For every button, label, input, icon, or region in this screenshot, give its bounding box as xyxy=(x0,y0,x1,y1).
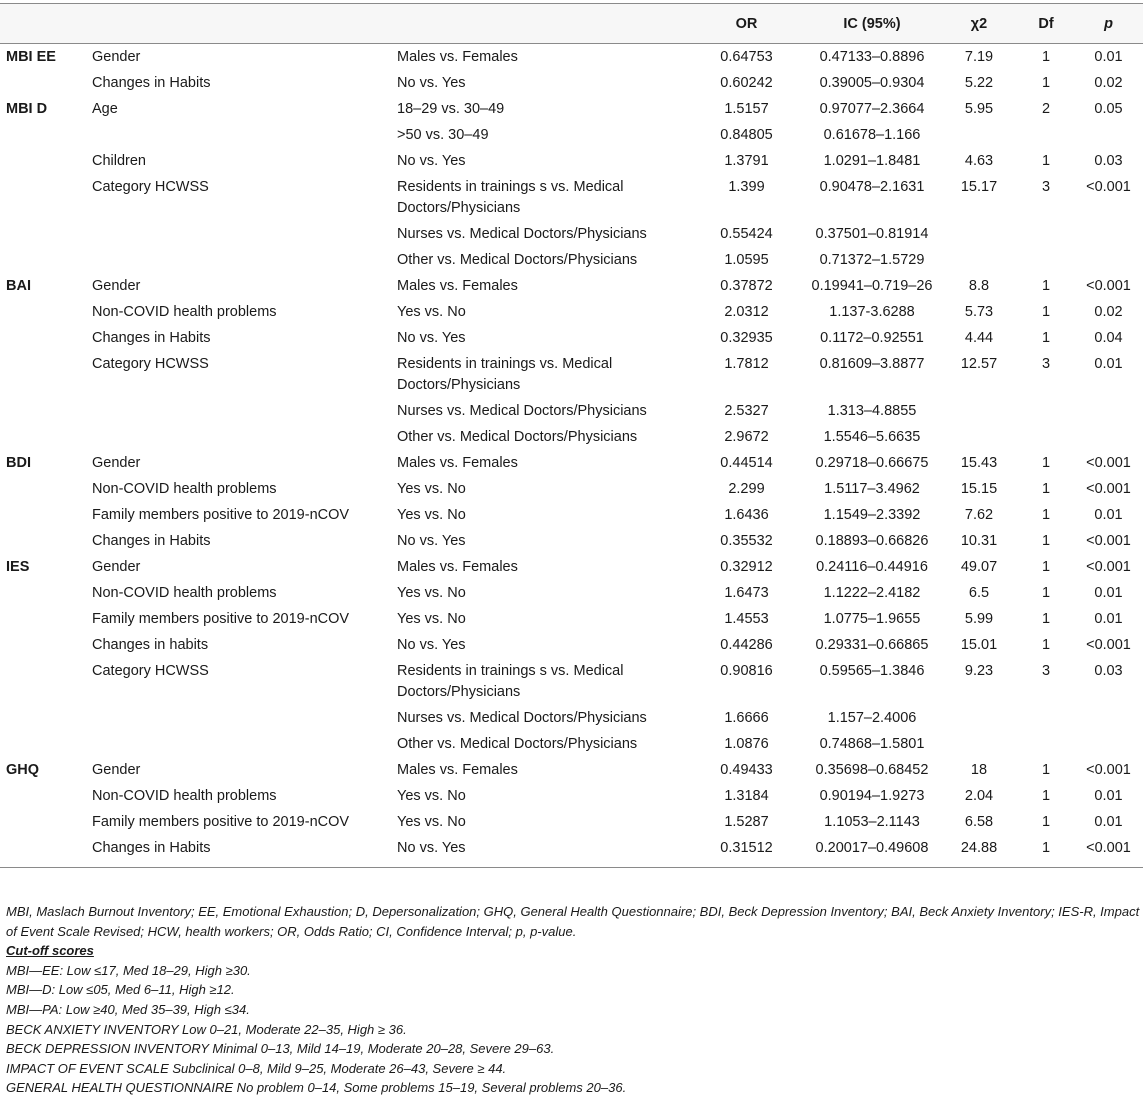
cell-ic: 0.1172–0.92551 xyxy=(820,330,924,346)
cell-variable xyxy=(92,425,397,451)
cell-scale xyxy=(0,123,92,149)
cell-or: 0.32935 xyxy=(720,330,773,346)
cell-p: 0.01 xyxy=(1094,814,1123,830)
header-or: OR xyxy=(689,4,804,44)
cell-chi2: 7.62 xyxy=(964,507,994,523)
table-row xyxy=(0,784,1143,810)
cell-scale xyxy=(0,633,92,659)
table-row xyxy=(0,607,1143,633)
cell-ic: 0.35698–0.68452 xyxy=(815,762,929,778)
table-row xyxy=(0,71,1143,97)
cell-comparison: Residents in trainings s vs. Medical Doctors/Physicians xyxy=(397,663,624,700)
table-row xyxy=(0,248,1143,274)
cell-chi2 xyxy=(940,123,1018,149)
cell-p: 0.01 xyxy=(1094,49,1123,65)
cell-chi2: 7.19 xyxy=(964,49,994,65)
cell-scale xyxy=(0,71,92,97)
cell-chi2: 8.8 xyxy=(968,278,990,294)
cell-scale xyxy=(0,352,92,399)
cell-or: 1.6473 xyxy=(724,585,769,601)
cell-scale xyxy=(0,529,92,555)
table-row xyxy=(0,149,1143,175)
cell-comparison: Other vs. Medical Doctors/Physicians xyxy=(397,736,638,752)
cell-chi2: 2.04 xyxy=(964,788,994,804)
cell-df xyxy=(1018,222,1074,248)
table-row xyxy=(0,44,1143,71)
cutoff-line: IMPACT OF EVENT SCALE Subclinical 0–8, Mild 9–25, Moderate 26–43, Severe ≥ 44. xyxy=(6,1060,507,1076)
cell-df: 1 xyxy=(1041,330,1051,346)
header-scale xyxy=(0,4,92,44)
cell-df: 1 xyxy=(1041,762,1051,778)
cell-scale: MBI D xyxy=(6,101,48,117)
cell-p: <0.001 xyxy=(1074,836,1143,868)
cell-variable: Non-COVID health problems xyxy=(92,304,277,320)
cell-p xyxy=(1074,248,1143,274)
cell-variable: Category HCWSS xyxy=(92,663,209,679)
cell-ic: 0.29331–0.66865 xyxy=(815,637,929,653)
cell-comparison: No vs. Yes xyxy=(397,836,689,868)
cell-ic: 1.0775–1.9655 xyxy=(823,611,921,627)
cell-ic: 0.24116–0.44916 xyxy=(816,559,928,575)
cell-chi2: 12.57 xyxy=(960,356,998,372)
cell-ic: 1.313–4.8855 xyxy=(827,403,917,419)
cell-variable: Age xyxy=(92,101,118,117)
cell-chi2: 24.88 xyxy=(940,836,1018,868)
cell-comparison: Residents in trainings s vs. Medical Doctors/Physicians xyxy=(397,179,624,216)
table-row xyxy=(0,352,1143,399)
cutoff-line: BECK DEPRESSION INVENTORY Minimal 0–13, Mild 14–19, Moderate 20–28, Severe 29–63. xyxy=(6,1041,555,1057)
cell-p xyxy=(1074,706,1143,732)
cell-p: 0.02 xyxy=(1094,304,1123,320)
cell-comparison: Yes vs. No xyxy=(397,788,466,804)
cell-df: 3 xyxy=(1041,663,1051,679)
cell-df xyxy=(1018,399,1074,425)
cell-variable xyxy=(92,706,397,732)
cell-scale: MBI EE xyxy=(6,49,56,65)
cell-comparison: Other vs. Medical Doctors/Physicians xyxy=(397,429,638,445)
cell-variable: Family members positive to 2019-nCOV xyxy=(92,814,350,830)
cell-comparison: Males vs. Females xyxy=(397,278,518,294)
cell-comparison: Yes vs. No xyxy=(397,814,466,830)
cell-df xyxy=(1018,248,1074,274)
cell-chi2 xyxy=(940,706,1018,732)
cutoff-line: BECK ANXIETY INVENTORY Low 0–21, Moderate 22–35, High ≥ 36. xyxy=(6,1021,407,1037)
cell-chi2: 6.58 xyxy=(964,814,994,830)
cell-p: 0.02 xyxy=(1094,75,1123,91)
cell-or: 1.5157 xyxy=(724,101,769,117)
cell-variable xyxy=(92,732,397,758)
cell-variable xyxy=(92,222,397,248)
cell-df: 1 xyxy=(1041,585,1051,601)
cell-chi2: 15.17 xyxy=(960,179,998,195)
cell-comparison: Nurses vs. Medical Doctors/Physicians xyxy=(397,403,647,419)
cell-ic: 0.97077–2.3664 xyxy=(819,101,925,117)
table-row xyxy=(0,659,1143,706)
cell-comparison: Yes vs. No xyxy=(397,481,466,497)
cell-df: 1 xyxy=(1041,481,1051,497)
cell-df xyxy=(1018,706,1074,732)
table-header xyxy=(0,4,1143,44)
cell-variable: Non-COVID health problems xyxy=(92,585,277,601)
cell-df: 1 xyxy=(1041,278,1051,294)
cell-variable: Category HCWSS xyxy=(92,356,209,372)
cell-or: 2.5327 xyxy=(724,403,769,419)
cell-or: 1.3184 xyxy=(724,788,769,804)
cell-comparison: Yes vs. No xyxy=(397,611,466,627)
cell-scale xyxy=(0,503,92,529)
cell-p: <0.001 xyxy=(1086,559,1131,575)
cell-p: 0.03 xyxy=(1094,153,1123,169)
cell-comparison: No vs. Yes xyxy=(397,330,466,346)
cell-or: 0.49433 xyxy=(720,762,773,778)
cell-ic: 0.37501–0.81914 xyxy=(815,226,929,242)
cell-chi2: 9.23 xyxy=(964,663,994,679)
cell-scale xyxy=(0,810,92,836)
table-row xyxy=(0,836,1143,868)
cutoff-line: MBI—EE: Low ≤17, Med 18–29, High ≥30. xyxy=(6,962,251,978)
cell-or: 0.35532 xyxy=(720,533,773,549)
cell-comparison: Other vs. Medical Doctors/Physicians xyxy=(397,252,638,268)
cell-p: 0.01 xyxy=(1094,611,1123,627)
cell-comparison: No vs. Yes xyxy=(397,533,466,549)
table-row xyxy=(0,326,1143,352)
table-row xyxy=(0,810,1143,836)
cell-ic: 0.90194–1.9273 xyxy=(819,788,925,804)
cutoff-line: MBI—PA: Low ≥40, Med 35–39, High ≤34. xyxy=(6,1001,250,1017)
cell-chi2: 4.63 xyxy=(964,153,994,169)
cell-or: 2.299 xyxy=(728,481,765,497)
cell-or: 1.6666 xyxy=(724,710,769,726)
cell-variable: Family members positive to 2019-nCOV xyxy=(92,611,350,627)
cell-df: 1 xyxy=(1041,455,1051,471)
cell-scale: GHQ xyxy=(6,762,40,778)
cell-df: 1 xyxy=(1041,637,1051,653)
cell-chi2: 15.01 xyxy=(960,637,998,653)
cell-or: 1.3791 xyxy=(724,153,769,169)
cell-comparison: No vs. Yes xyxy=(397,637,466,653)
table-row xyxy=(0,123,1143,149)
cell-variable: Changes in Habits xyxy=(92,533,211,549)
table-row xyxy=(0,222,1143,248)
cell-variable: Gender xyxy=(92,559,141,575)
table-row xyxy=(0,399,1143,425)
table-row xyxy=(0,503,1143,529)
header-variable xyxy=(92,4,397,44)
cell-df: 3 xyxy=(1041,356,1051,372)
cell-variable: Non-COVID health problems xyxy=(92,788,277,804)
cell-comparison: Yes vs. No xyxy=(397,585,466,601)
cell-ic: 0.81609–3.8877 xyxy=(819,356,925,372)
cell-ic: 0.71372–1.5729 xyxy=(819,252,925,268)
cell-scale: BDI xyxy=(6,455,31,471)
cell-df xyxy=(1018,425,1074,451)
cell-scale xyxy=(0,581,92,607)
cell-scale xyxy=(0,659,92,706)
cell-ic: 1.1222–2.4182 xyxy=(823,585,921,601)
cell-df: 1 xyxy=(1018,836,1074,868)
cell-df xyxy=(1018,732,1074,758)
cell-or: 1.4553 xyxy=(724,611,769,627)
cell-p: 0.04 xyxy=(1094,330,1123,346)
cell-comparison: >50 vs. 30–49 xyxy=(397,127,489,143)
cell-variable: Changes in habits xyxy=(92,637,209,653)
cell-chi2 xyxy=(940,732,1018,758)
cell-or: 1.0595 xyxy=(724,252,769,268)
cell-ic: 0.47133–0.8896 xyxy=(819,49,925,65)
cell-ic: 1.1549–2.3392 xyxy=(823,507,921,523)
cell-variable: Changes in Habits xyxy=(92,75,211,91)
cell-chi2: 10.31 xyxy=(960,533,998,549)
cell-ic: 1.157–2.4006 xyxy=(827,710,917,726)
cell-chi2 xyxy=(940,399,1018,425)
cell-scale xyxy=(0,706,92,732)
cell-or: 0.32912 xyxy=(720,559,773,575)
cell-df: 1 xyxy=(1041,304,1051,320)
cell-or: 0.31512 xyxy=(689,836,804,868)
cell-df: 1 xyxy=(1041,788,1051,804)
cutoff-title: Cut-off scores xyxy=(6,943,94,959)
table-row xyxy=(0,732,1143,758)
cell-p: <0.001 xyxy=(1086,637,1131,653)
table-row xyxy=(0,529,1143,555)
cell-scale xyxy=(0,399,92,425)
cell-p xyxy=(1074,732,1143,758)
cell-variable: Changes in Habits xyxy=(92,836,397,868)
cell-variable: Changes in Habits xyxy=(92,330,211,346)
cell-variable xyxy=(92,123,397,149)
cell-variable: Children xyxy=(92,153,146,169)
header-comparison xyxy=(397,4,689,44)
cell-scale xyxy=(0,222,92,248)
cell-or: 1.6436 xyxy=(724,507,769,523)
cell-p xyxy=(1074,399,1143,425)
cell-comparison: Nurses vs. Medical Doctors/Physicians xyxy=(397,226,647,242)
table-row xyxy=(0,451,1143,477)
cell-comparison: Males vs. Females xyxy=(397,455,518,471)
cell-chi2: 15.43 xyxy=(960,455,998,471)
cell-comparison: Yes vs. No xyxy=(397,304,466,320)
results-table xyxy=(0,3,1143,868)
cell-or: 0.44514 xyxy=(720,455,773,471)
cell-df: 1 xyxy=(1041,75,1051,91)
table-row xyxy=(0,175,1143,222)
cell-chi2: 5.22 xyxy=(964,75,994,91)
cell-or: 0.37872 xyxy=(720,278,773,294)
cell-ic: 1.5117–3.4962 xyxy=(824,481,920,497)
cell-chi2: 15.15 xyxy=(960,481,998,497)
cell-comparison: Nurses vs. Medical Doctors/Physicians xyxy=(397,710,647,726)
cell-variable: Gender xyxy=(92,49,141,65)
table-body xyxy=(0,44,1143,868)
cell-comparison: No vs. Yes xyxy=(397,75,466,91)
cell-scale xyxy=(0,732,92,758)
table-notes xyxy=(6,902,1141,1098)
cell-p: <0.001 xyxy=(1086,533,1131,549)
cell-chi2: 5.99 xyxy=(964,611,994,627)
cell-ic: 1.5546–5.6635 xyxy=(823,429,921,445)
table-row xyxy=(0,555,1143,581)
cell-chi2 xyxy=(940,425,1018,451)
cell-scale xyxy=(0,477,92,503)
cell-p: <0.001 xyxy=(1086,455,1131,471)
cell-scale xyxy=(0,425,92,451)
cell-p: 0.01 xyxy=(1094,356,1123,372)
cell-comparison: 18–29 vs. 30–49 xyxy=(397,101,505,117)
cell-or: 1.5287 xyxy=(724,814,769,830)
cell-ic: 1.0291–1.8481 xyxy=(823,153,921,169)
cell-df: 1 xyxy=(1041,814,1051,830)
cell-df: 1 xyxy=(1041,559,1051,575)
cell-scale xyxy=(0,248,92,274)
cell-chi2: 49.07 xyxy=(960,559,998,575)
cell-df: 1 xyxy=(1041,49,1051,65)
cell-or: 2.0312 xyxy=(724,304,769,320)
cell-scale xyxy=(0,836,92,868)
cell-chi2: 4.44 xyxy=(964,330,994,346)
cell-scale xyxy=(0,784,92,810)
cell-comparison: Yes vs. No xyxy=(397,507,466,523)
cell-or: 0.90816 xyxy=(720,663,773,679)
cell-or: 0.60242 xyxy=(720,75,773,91)
cell-comparison: No vs. Yes xyxy=(397,153,466,169)
cell-p: <0.001 xyxy=(1086,179,1131,195)
cell-ic: 0.20017–0.49608 xyxy=(804,836,940,868)
header-p: p xyxy=(1074,4,1143,44)
cell-df: 3 xyxy=(1041,179,1051,195)
abbreviations-note: MBI, Maslach Burnout Inventory; EE, Emotional Exhaustion; D, Depersonalization; GHQ, General Health Questionnaire; BDI, Beck Depression Inventory; BAI, Beck Anxiety Inventory; IES-R, Impact of Event Scale Revised; HCW, health workers; OR, Odds Ratio; CI, Confidence Interval; p, p-value. xyxy=(6,904,1140,939)
cell-scale xyxy=(0,149,92,175)
cell-comparison: Residents in trainings vs. Medical Doctors/Physicians xyxy=(397,356,613,393)
cell-scale xyxy=(0,326,92,352)
cell-df: 1 xyxy=(1041,611,1051,627)
cell-variable: Non-COVID health problems xyxy=(92,481,277,497)
cell-ic: 0.74868–1.5801 xyxy=(819,736,925,752)
cell-p: 0.01 xyxy=(1094,507,1123,523)
table-row xyxy=(0,274,1143,300)
table-row xyxy=(0,425,1143,451)
cell-variable xyxy=(92,248,397,274)
cell-df: 1 xyxy=(1041,153,1051,169)
cell-p xyxy=(1074,425,1143,451)
table-row xyxy=(0,97,1143,123)
cell-variable: Family members positive to 2019-nCOV xyxy=(92,507,350,523)
cell-p: 0.01 xyxy=(1094,585,1123,601)
table-row xyxy=(0,477,1143,503)
cell-chi2: 5.95 xyxy=(964,101,994,117)
header-chi2: χ2 xyxy=(940,4,1018,44)
table-row xyxy=(0,300,1143,326)
cell-ic: 0.90478–2.1631 xyxy=(819,179,925,195)
header-df: Df xyxy=(1018,4,1074,44)
cell-or: 1.7812 xyxy=(724,356,769,372)
cell-or: 0.64753 xyxy=(720,49,773,65)
cell-scale xyxy=(0,175,92,222)
table-row xyxy=(0,633,1143,659)
cell-p xyxy=(1074,123,1143,149)
table-row xyxy=(0,581,1143,607)
cell-variable: Gender xyxy=(92,762,141,778)
cell-or: 1.399 xyxy=(728,179,765,195)
cell-scale: BAI xyxy=(6,278,31,294)
cell-ic: 1.1053–2.1143 xyxy=(824,814,920,830)
cell-p: <0.001 xyxy=(1086,762,1131,778)
cell-variable: Gender xyxy=(92,278,141,294)
table-row xyxy=(0,758,1143,784)
cell-scale xyxy=(0,300,92,326)
cell-comparison: Males vs. Females xyxy=(397,49,518,65)
cell-or: 2.9672 xyxy=(724,429,769,445)
cell-df: 2 xyxy=(1041,101,1051,117)
cell-or: 0.44286 xyxy=(720,637,773,653)
cutoff-line: MBI—D: Low ≤05, Med 6–11, High ≥12. xyxy=(6,982,235,998)
cell-p: <0.001 xyxy=(1086,278,1131,294)
header-ic: IC (95%) xyxy=(804,4,940,44)
cell-chi2: 18 xyxy=(970,762,988,778)
cell-ic: 1.137-3.6288 xyxy=(829,304,915,320)
cell-chi2: 5.73 xyxy=(964,304,994,320)
cell-comparison: Males vs. Females xyxy=(397,559,518,575)
cell-chi2: 6.5 xyxy=(968,585,990,601)
cell-or: 1.0876 xyxy=(724,736,769,752)
cell-p: 0.03 xyxy=(1094,663,1123,679)
cell-df: 1 xyxy=(1041,533,1051,549)
cell-variable xyxy=(92,399,397,425)
cell-scale xyxy=(0,607,92,633)
cell-scale: IES xyxy=(6,559,30,575)
cutoff-line: GENERAL HEALTH QUESTIONNAIRE No problem 0–14, Some problems 15–19, Several problems 20–36. xyxy=(6,1080,627,1096)
cell-p: 0.05 xyxy=(1094,101,1123,117)
cell-ic: 0.39005–0.9304 xyxy=(819,75,925,91)
cell-p: <0.001 xyxy=(1086,481,1131,497)
table-row xyxy=(0,706,1143,732)
cell-chi2 xyxy=(940,222,1018,248)
cell-ic: 0.29718–0.66675 xyxy=(815,455,929,471)
cell-df: 1 xyxy=(1041,507,1051,523)
cell-or: 0.55424 xyxy=(720,226,773,242)
cell-ic: 0.61678–1.166 xyxy=(823,127,921,143)
cell-or: 0.84805 xyxy=(720,127,773,143)
cell-p: 0.01 xyxy=(1094,788,1123,804)
cell-df xyxy=(1018,123,1074,149)
cell-ic: 0.19941–0.719–26 xyxy=(811,278,933,294)
cell-p xyxy=(1074,222,1143,248)
cell-chi2 xyxy=(940,248,1018,274)
cell-variable: Category HCWSS xyxy=(92,179,209,195)
cell-variable: Gender xyxy=(92,455,141,471)
cell-ic: 0.59565–1.3846 xyxy=(819,663,925,679)
cell-comparison: Males vs. Females xyxy=(397,762,518,778)
cell-ic: 0.18893–0.66826 xyxy=(815,533,929,549)
